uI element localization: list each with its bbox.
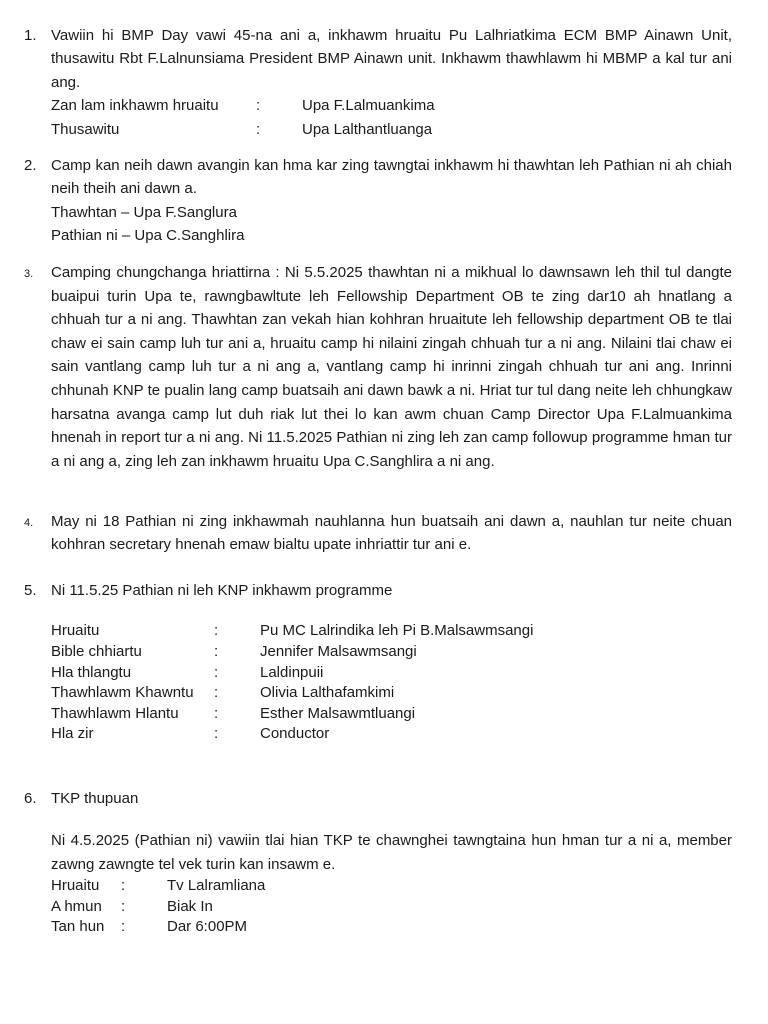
programme-row [51,621,732,642]
programme-row [51,683,732,704]
item-text: May ni 18 Pathian ni zing inkhawmah nauhlanna hun buatsaih ani dawn a, nauhlan tur neite chuan kohhran secretary hnenah emaw bialtu upate inhriattir tur ani e. [51,513,732,554]
role-label: Hruaitu [51,622,100,640]
notice-item-2 [24,154,732,248]
programme-row [51,724,732,745]
notice-item-3 [24,261,732,473]
item-number: 5. [24,582,37,599]
detail-value: Upa F.Lalmuankima [302,97,435,115]
detail-separator: : [121,918,126,936]
meeting-value: Tv Lalramliana [167,877,266,895]
detail-separator: : [214,663,219,681]
role-value: Laldinpuii [260,663,324,681]
programme-row [51,704,732,725]
role-value: Olivia Lalthafamkimi [260,684,395,702]
role-label: Hla thlangtu [51,663,132,681]
detail-separator: : [214,725,219,743]
item-number: 6. [24,790,37,807]
detail-separator: : [214,643,219,660]
detail-separator: : [121,877,126,895]
meeting-row [51,876,732,897]
detail-row [51,118,732,141]
item-text: Camp kan neih dawn avangin kan hma kar zing tawngtai inkhawm hi thawhtan leh Pathian ni ah chiah neih theih ani dawn a. [51,157,732,198]
item-text: TKP thupuan [51,790,139,807]
role-value: Esther Malsawmtluangi [260,704,416,722]
item-paragraph: Ni 4.5.2025 (Pathian ni) vawiin tlai hian TKP te chawnghei tawngtaina hun hman tur a ni a, member zawng zawngte tel vek turin kan insawm e. [51,832,732,873]
programme-row [51,642,732,663]
notice-item-6 [24,787,732,938]
detail-separator: : [214,704,219,722]
detail-label: Zan lam inkhawm hruaitu [51,97,219,115]
assignment-line: Thawhtan – Upa F.Sanglura [51,203,237,221]
meeting-label: A hmun [51,897,102,915]
role-label: Bible chhiartu [51,643,142,660]
role-value: Pu MC Lalrindika leh Pi B.Malsawmsangi [260,622,534,640]
meeting-label: Tan hun [51,918,105,936]
detail-separator: : [214,622,219,640]
meeting-row [51,917,732,938]
role-value: Conductor [260,725,330,743]
meeting-row [51,897,732,918]
detail-separator: : [256,97,261,115]
role-label: Thawhlawm Khawntu [51,684,194,702]
notice-item-4 [24,510,732,557]
item-number: 2. [24,157,37,174]
detail-separator: : [121,897,126,915]
detail-label: Thusawitu [51,120,120,138]
item-text: Vawiin hi BMP Day vawi 45-na ani a, inkhawm hruaitu Pu Lalhriatkima ECM BMP Ainawn Unit, thusawitu Rbt F.Lalnunsiama President BMP Ainawn unit. Inkhawm thawhlawm hi MBMP a kal tur ani ang. [51,27,732,91]
role-label: Hla zir [51,725,94,743]
detail-separator: : [214,684,219,702]
assignment-line: Pathian ni – Upa C.Sanghlira [51,227,245,245]
meeting-label: Hruaitu [51,877,100,895]
meeting-value: Biak In [167,897,213,915]
item-text: Ni 11.5.25 Pathian ni leh KNP inkhawm programme [51,582,393,599]
role-value: Jennifer Malsawmsangi [260,643,417,660]
detail-separator: : [256,120,261,138]
role-label: Thawhlawm Hlantu [51,704,179,722]
item-number: 4. [24,517,34,529]
programme-table [51,621,732,745]
notice-item-5 [24,579,732,745]
meeting-details [51,876,732,938]
item-number: 3. [24,268,34,280]
item-text: Camping chungchanga hriattirna : Ni 5.5.2025 thawhtan ni a mikhual lo dawnsawn leh thil tul dangte buaipui turin Upa te, rawngbawltute leh Fellowship Department OB te zing dar10 ah hnatlang a chhuah tur a ni ang. Thawhtan zan vekah hian kohhran hruaitute leh fellowship department OB te tlai chaw ei sain camp luh tur ani a, hruaitu camp hi nilaini zingah chhuah tur a ni ang. Nilaini tlai chaw ei sain vantlang camp luh tur a ni ang a, vantlang camp hi inrinni zingah chhuah tur ani ang. Inrinni chhunah KNP te pualin lang camp buatsaih ani dawn bawk a ni. Hriat tur tul dang neite leh chhungkaw harsatna avanga camp lut duh riak lut thei lo kan awm chuan Camp Director Upa F.Lalmuankima hnenah in report tur a ni ang. Ni 11.5.2025 Pathian ni zing leh zan camp followup programme hman tur a ni ang a, zing leh zan inkhawm hruaitu Upa C.Sanghlira a ni ang. [51,264,732,470]
notice-item-1 [24,24,732,141]
meeting-value: Dar 6:00PM [167,918,248,936]
programme-row [51,663,732,684]
detail-value: Upa Lalthantluanga [302,120,433,138]
detail-row [51,94,732,117]
item-number: 1. [24,27,37,44]
